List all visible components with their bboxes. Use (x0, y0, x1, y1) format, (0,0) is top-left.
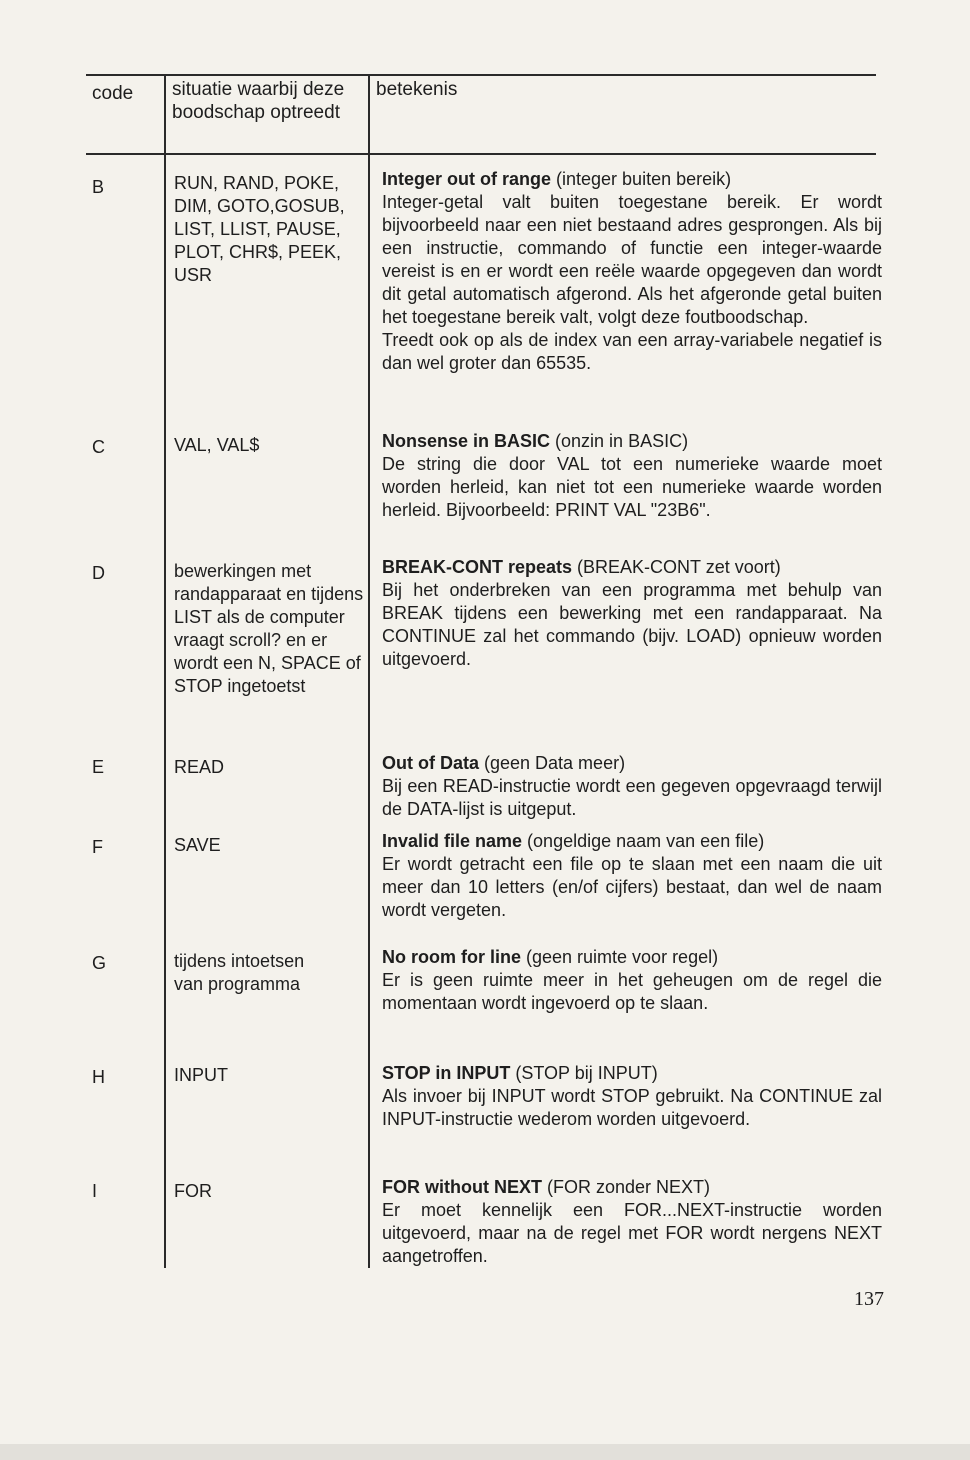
error-description: Als invoer bij INPUT wordt STOP gebruikt. Na CONTINUE zal INPUT-instructie wederom worden uitgevoerd. (382, 1086, 882, 1129)
error-title: Out of Data (382, 753, 479, 773)
error-translation: (ongeldige naam van een file) (522, 831, 765, 851)
error-translation: (FOR zonder NEXT) (541, 1177, 711, 1197)
page-number: 137 (854, 1288, 884, 1310)
row-code: D (92, 563, 105, 583)
row-situation: READ (174, 757, 225, 777)
row-code: E (92, 757, 105, 777)
row-meaning (382, 1062, 882, 1131)
error-description: Er wordt getracht een file op te slaan met een naam die uit meer dan 10 letters (en/of cijfers) bestaat, dan wel de naam wordt vergeten. (382, 854, 882, 920)
row-meaning (382, 946, 882, 1015)
error-description: Integer-getal valt buiten toegestane bereik. Er wordt bijvoorbeeld naar een niet bestaand adres gesprongen. Als bij een instructie, commando of functie een integer-waarde vereist is en er wordt een reële waarde opgegeven dan wordt dit getal automatisch afgerond. Als het afgeronde getal buiten het toegestane bereik valt, volgt deze foutboodschap. (382, 192, 882, 327)
error-title: Integer out of range (382, 169, 552, 189)
error-title: No room for line (382, 947, 521, 967)
header-situation: situatie waarbij deze boodschap optreedt (172, 79, 345, 123)
header-code: code (92, 83, 134, 104)
row-meaning (382, 830, 882, 922)
row-situation: FOR (174, 1181, 212, 1201)
error-title: Invalid file name (382, 831, 523, 851)
row-code: H (92, 1067, 105, 1087)
column-divider-1 (164, 74, 166, 1268)
error-translation: (geen ruimte voor regel) (521, 947, 719, 967)
row-meaning (382, 752, 882, 821)
error-description: Bij een READ-instructie wordt een gegeven opgevraagd terwijl de DATA-lijst is uitgeput. (382, 776, 882, 819)
error-description-extra: Treedt ook op als de index van een array-variabele negatief is dan wel groter dan 65535. (382, 330, 882, 373)
error-description: Bij het onderbreken van een programma met behulp van BREAK tijdens een bewerking met een randapparaat. Na CONTINUE zal het commando (bijv. LOAD) opnieuw worden uitgevoerd. (382, 580, 882, 669)
error-title: Nonsense in BASIC (382, 431, 551, 451)
row-code: G (92, 953, 107, 973)
row-meaning (382, 1176, 882, 1268)
error-description: De string die door VAL tot een numerieke waarde moet worden herleid, kan niet tot een numerieke waarde worden herleid. Bijvoorbeeld: PRINT VAL "23B6". (382, 454, 882, 520)
header-meaning: betekenis (376, 79, 458, 100)
error-title: BREAK-CONT repeats (382, 557, 573, 577)
row-code: C (92, 437, 105, 457)
error-translation: (STOP bij INPUT) (510, 1063, 658, 1083)
error-title: STOP in INPUT (382, 1063, 511, 1083)
row-code: I (92, 1181, 98, 1201)
row-situation: tijdens intoetsen van programma (174, 951, 305, 994)
row-situation: RUN, RAND, POKE, DIM, GOTO,GOSUB, LIST, LLIST, PAUSE, PLOT, CHR$, PEEK, USR (174, 173, 345, 285)
scan-edge (0, 1444, 970, 1460)
error-translation: (geen Data meer) (479, 753, 626, 773)
row-situation: SAVE (174, 835, 221, 855)
error-description: Er is geen ruimte meer in het geheugen om de regel die momentaan wordt ingevoerd op te slaan. (382, 970, 882, 1013)
row-code: B (92, 177, 105, 197)
row-meaning (382, 168, 882, 375)
row-meaning (382, 556, 882, 671)
row-situation: INPUT (174, 1065, 228, 1085)
error-title: FOR without NEXT (382, 1177, 542, 1197)
error-translation: (onzin in BASIC) (550, 431, 689, 451)
row-code: F (92, 837, 103, 857)
row-situation: VAL, VAL$ (174, 435, 260, 455)
error-description: Er moet kennelijk een FOR...NEXT-instructie worden uitgevoerd, maar na de regel met FOR wordt nergens NEXT aangetroffen. (382, 1200, 882, 1266)
row-meaning (382, 430, 882, 522)
error-translation: (integer buiten bereik) (551, 169, 732, 189)
column-divider-2 (368, 74, 370, 1268)
error-translation: (BREAK-CONT zet voort) (572, 557, 781, 577)
row-situation: bewerkingen met randapparaat en tijdens LIST als de computer vraagt scroll? en er wordt een N, SPACE of STOP ingetoetst (174, 561, 364, 696)
table-header-rule (86, 153, 876, 155)
table-top-rule (86, 74, 876, 76)
